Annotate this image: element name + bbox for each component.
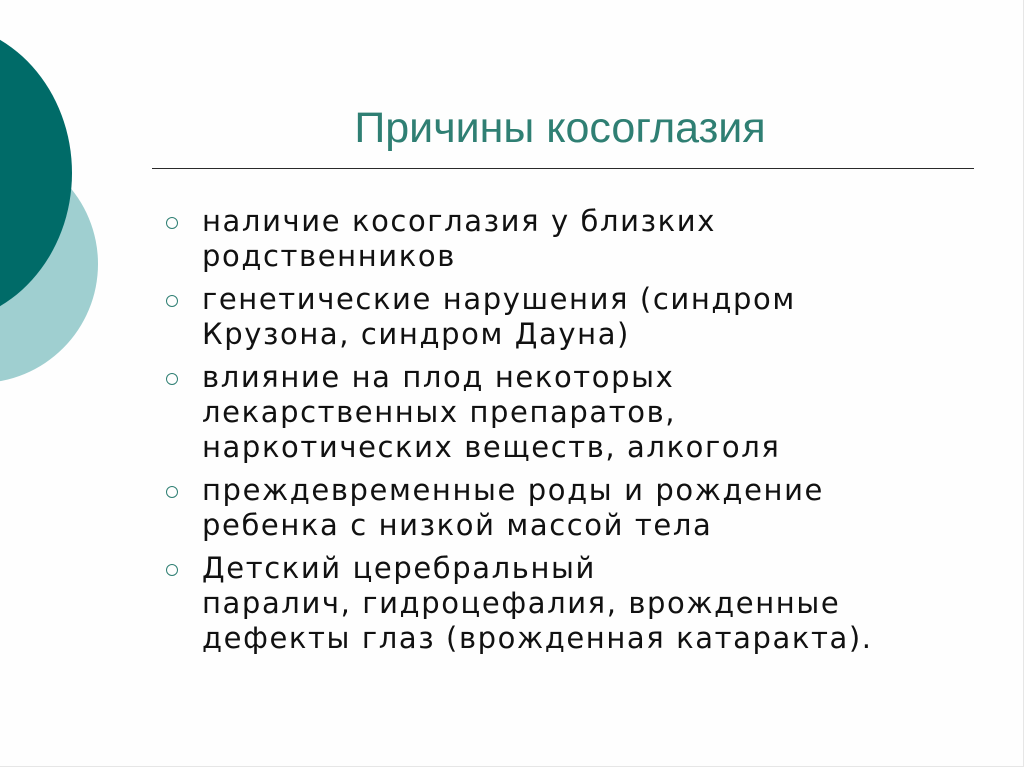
hollow-circle-icon — [166, 373, 178, 385]
bullet-text: генетические нарушения (синдром Крузона, синдром Дауна) — [202, 282, 796, 351]
hollow-circle-icon — [166, 295, 178, 307]
bullet-item — [164, 360, 984, 465]
title-divider — [152, 168, 974, 169]
bullet-item — [164, 551, 984, 656]
bullet-list — [164, 204, 984, 664]
bullet-item — [164, 204, 984, 274]
bullet-item — [164, 473, 984, 543]
bullet-item — [164, 282, 984, 352]
hollow-circle-icon — [166, 217, 178, 229]
bullet-text: влияние на плод некоторых лекарственных препаратов, наркотических веществ, алкоголя — [202, 360, 781, 464]
hollow-circle-icon — [166, 486, 178, 498]
bullet-text: Детский церебральный паралич, гидроцефалия, врожденные дефекты глаз (врожденная катаракта). — [202, 551, 873, 655]
bullet-text: наличие косоглазия у близких родственников — [202, 204, 716, 273]
hollow-circle-icon — [166, 564, 178, 576]
bullet-text: преждевременные роды и рождение ребенка с низкой массой тела — [202, 473, 824, 542]
slide-title: Причины косоглазия — [354, 104, 766, 152]
